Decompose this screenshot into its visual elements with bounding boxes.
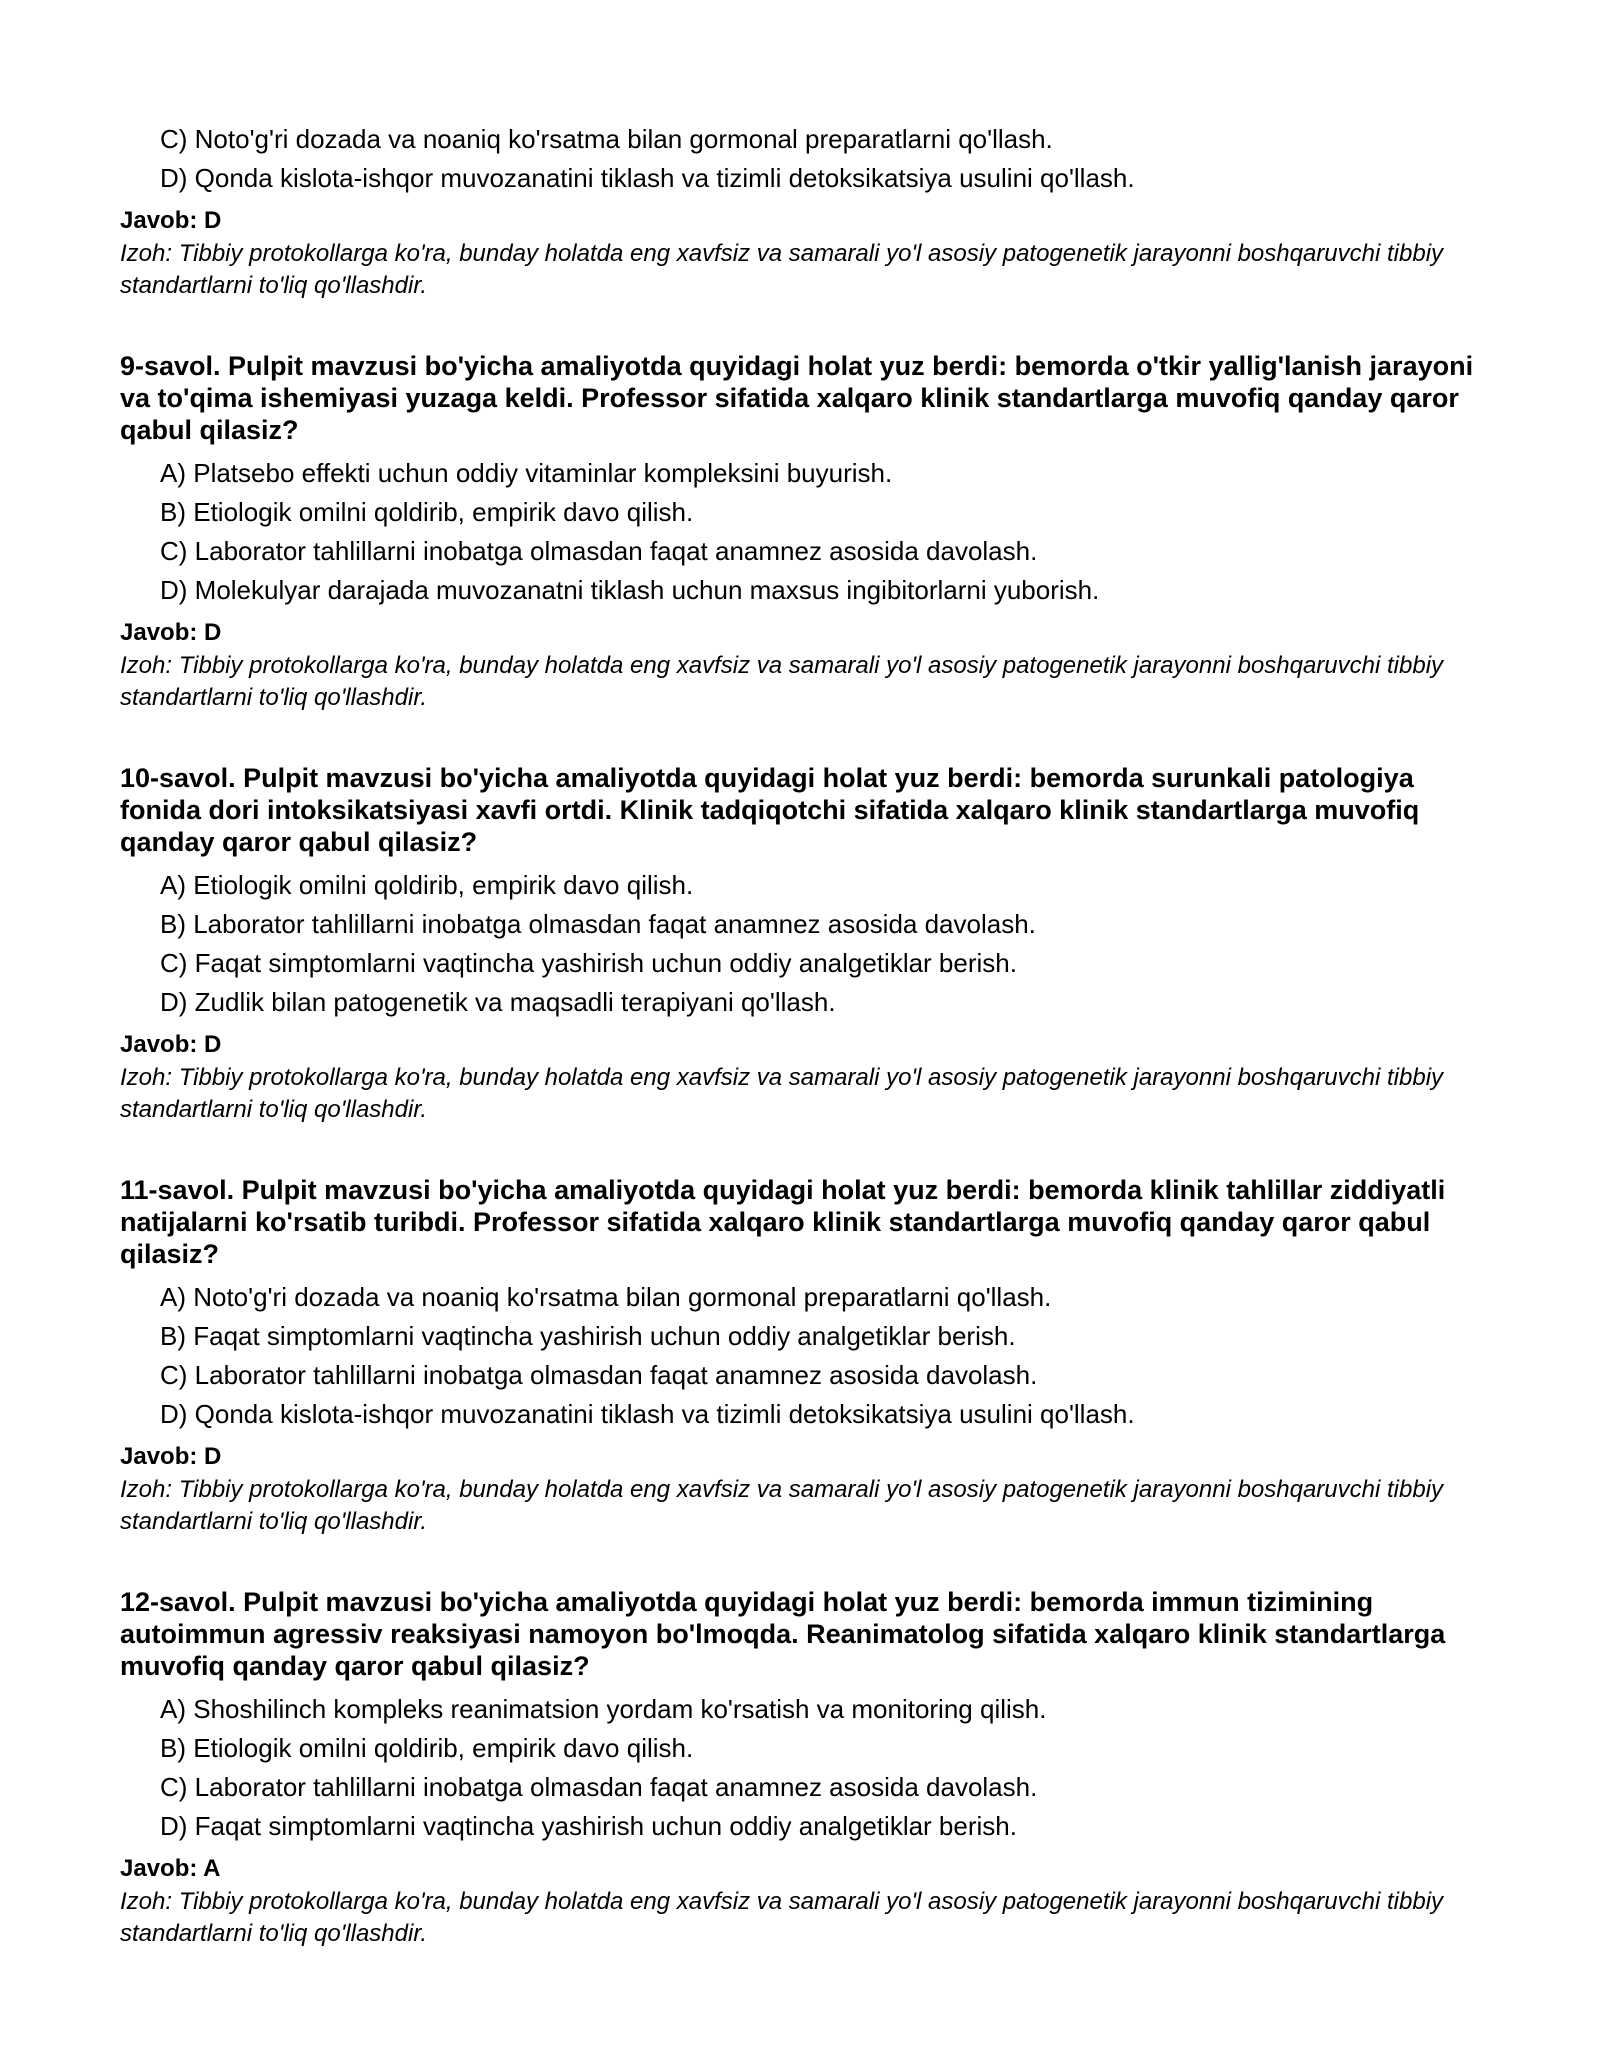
answer-label: Javob: D	[120, 207, 222, 234]
question-block-9	[120, 350, 1500, 714]
option-c: C) Laborator tahlillarni inobatga olmasdan faqat anamnez asosida davolash.	[160, 1772, 1038, 1802]
option-a: A) Etiologik omilni qoldirib, empirik davo qilish.	[160, 870, 694, 900]
option-d: D) Qonda kislota-ishqor muvozanatini tiklash va tizimli detoksikatsiya usulini qo'llash.	[160, 1399, 1135, 1429]
option-d: D) Faqat simptomlarni vaqtincha yashirish uchun oddiy analgetiklar berish.	[160, 1811, 1017, 1841]
option-b: B) Faqat simptomlarni vaqtincha yashirish uchun oddiy analgetiklar berish.	[160, 1321, 1016, 1351]
explanation-note: Izoh: Tibbiy protokollarga ko'ra, bunday holatda eng xavfsiz va samarali yo'l asosiy patogenetik jarayonni boshqaruvchi tibbiy standartlarni to'liq qo'llashdir.	[120, 240, 1444, 299]
answer-label: Javob: D	[120, 1031, 222, 1058]
document-page	[120, 120, 1500, 1950]
answer-label: Javob: D	[120, 619, 222, 646]
question-block-12	[120, 1586, 1500, 1950]
option-list	[120, 120, 1500, 198]
question-8-continuation	[120, 120, 1500, 302]
question-text: 12-savol. Pulpit mavzusi bo'yicha amaliyotda quyidagi holat yuz berdi: bemorda immun tizimining autoimmun agressiv reaksiyasi namoyon bo'lmoqda. Reanimatolog sifatida xalqaro klinik standartlarga muvofiq qanday qaror qabul qilasiz?	[120, 1587, 1446, 1681]
option-list	[120, 1690, 1500, 1846]
option-c: C) Noto'g'ri dozada va noaniq ko'rsatma bilan gormonal preparatlarni qo'llash.	[160, 124, 1053, 154]
explanation-note: Izoh: Tibbiy protokollarga ko'ra, bunday holatda eng xavfsiz va samarali yo'l asosiy patogenetik jarayonni boshqaruvchi tibbiy standartlarni to'liq qo'llashdir.	[120, 1888, 1444, 1947]
option-d: D) Molekulyar darajada muvozanatni tiklash uchun maxsus ingibitorlarni yuborish.	[160, 575, 1100, 605]
option-list	[120, 1278, 1500, 1434]
option-b: B) Etiologik omilni qoldirib, empirik davo qilish.	[160, 1733, 694, 1763]
option-d: D) Qonda kislota-ishqor muvozanatini tiklash va tizimli detoksikatsiya usulini qo'llash.	[160, 163, 1135, 193]
question-text: 10-savol. Pulpit mavzusi bo'yicha amaliyotda quyidagi holat yuz berdi: bemorda surunkali patologiya fonida dori intoksikatsiyasi xavfi ortdi. Klinik tadqiqotchi sifatida xalqaro klinik standartlarga muvofiq qanday qaror qabul qilasiz?	[120, 763, 1420, 857]
question-block-10	[120, 762, 1500, 1126]
option-a: A) Shoshilinch kompleks reanimatsion yordam ko'rsatish va monitoring qilish.	[160, 1694, 1047, 1724]
option-a: A) Noto'g'ri dozada va noaniq ko'rsatma bilan gormonal preparatlarni qo'llash.	[160, 1282, 1052, 1312]
option-list	[120, 454, 1500, 610]
explanation-note: Izoh: Tibbiy protokollarga ko'ra, bunday holatda eng xavfsiz va samarali yo'l asosiy patogenetik jarayonni boshqaruvchi tibbiy standartlarni to'liq qo'llashdir.	[120, 652, 1444, 711]
answer-label: Javob: D	[120, 1443, 222, 1470]
option-list	[120, 866, 1500, 1022]
option-c: C) Faqat simptomlarni vaqtincha yashirish uchun oddiy analgetiklar berish.	[160, 948, 1017, 978]
question-block-11	[120, 1174, 1500, 1538]
explanation-note: Izoh: Tibbiy protokollarga ko'ra, bunday holatda eng xavfsiz va samarali yo'l asosiy patogenetik jarayonni boshqaruvchi tibbiy standartlarni to'liq qo'llashdir.	[120, 1476, 1444, 1535]
question-text: 11-savol. Pulpit mavzusi bo'yicha amaliyotda quyidagi holat yuz berdi: bemorda klinik tahlillar ziddiyatli natijalarni ko'rsatib turibdi. Professor sifatida xalqaro klinik standartlarga muvofiq qanday qaror qabul qilasiz?	[120, 1175, 1446, 1269]
explanation-note: Izoh: Tibbiy protokollarga ko'ra, bunday holatda eng xavfsiz va samarali yo'l asosiy patogenetik jarayonni boshqaruvchi tibbiy standartlarni to'liq qo'llashdir.	[120, 1064, 1444, 1123]
option-c: C) Laborator tahlillarni inobatga olmasdan faqat anamnez asosida davolash.	[160, 536, 1038, 566]
option-d: D) Zudlik bilan patogenetik va maqsadli terapiyani qo'llash.	[160, 987, 836, 1017]
option-a: A) Platsebo effekti uchun oddiy vitaminlar kompleksini buyurish.	[160, 458, 893, 488]
option-c: C) Laborator tahlillarni inobatga olmasdan faqat anamnez asosida davolash.	[160, 1360, 1038, 1390]
option-b: B) Etiologik omilni qoldirib, empirik davo qilish.	[160, 497, 694, 527]
option-b: B) Laborator tahlillarni inobatga olmasdan faqat anamnez asosida davolash.	[160, 909, 1036, 939]
question-text: 9-savol. Pulpit mavzusi bo'yicha amaliyotda quyidagi holat yuz berdi: bemorda o'tkir yallig'lanish jarayoni va to'qima ishemiyasi yuzaga keldi. Professor sifatida xalqaro klinik standartlarga muvofiq qanday qaror qabul qilasiz?	[120, 351, 1474, 445]
answer-label: Javob: A	[120, 1855, 221, 1882]
